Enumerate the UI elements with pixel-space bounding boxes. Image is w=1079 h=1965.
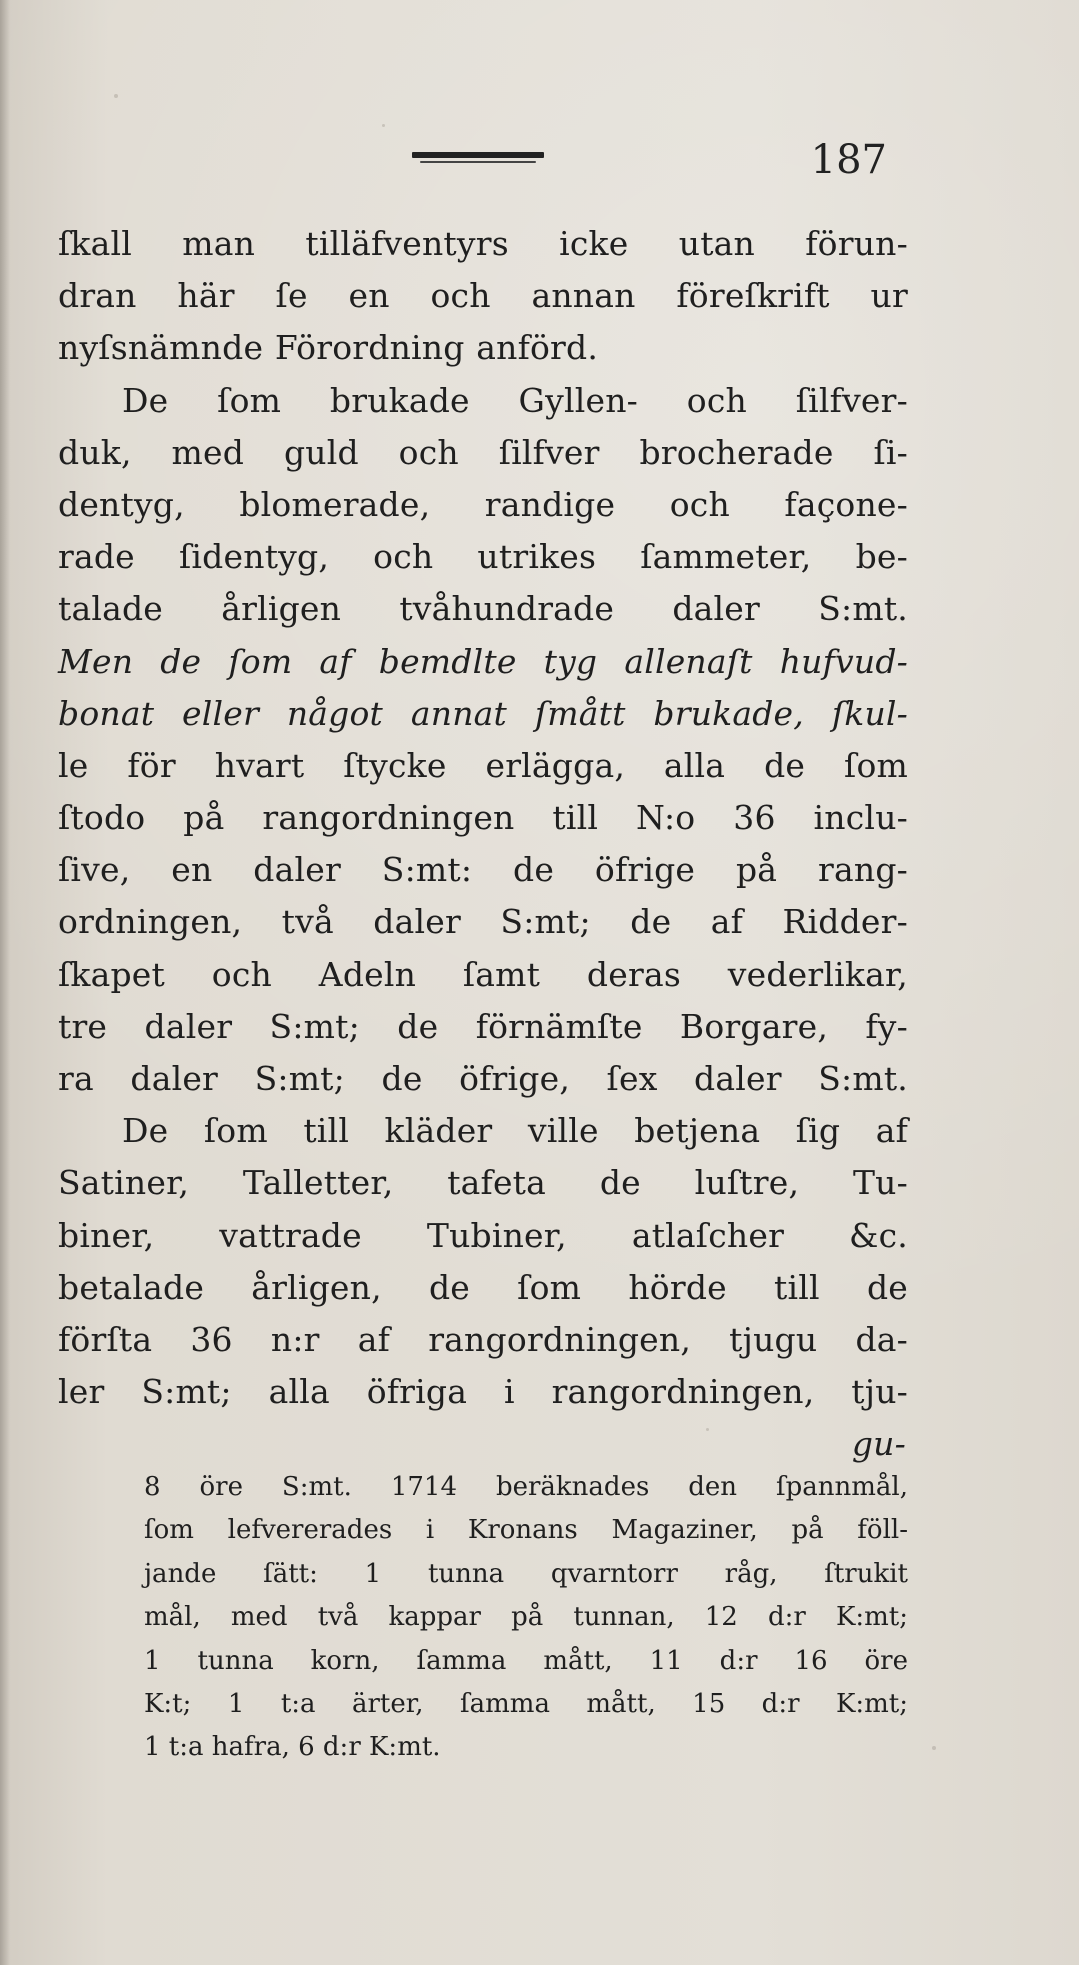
text-line: bonat eller något annat ſmått brukade, ſkul- bbox=[58, 693, 908, 733]
text-line: biner, vattrade Tubiner, atlaſcher &c. bbox=[58, 1215, 908, 1255]
text-line: rade ſidentyg, och utrikes ſammeter, be- bbox=[58, 537, 908, 577]
paper-spot bbox=[382, 124, 385, 127]
text-line: ra daler S:mt; de öfrige, ſex daler S:mt. bbox=[58, 1059, 908, 1098]
catchword: gu- bbox=[851, 1424, 906, 1464]
footnote-line: K:t; 1 t:a ärter, ſamma mått, 15 d:r K:mt; bbox=[144, 1688, 908, 1719]
footnote-line: jande ſätt: 1 tunna qvarntorr råg, ſtrukit bbox=[144, 1558, 908, 1589]
text-line: betalade årligen, de ſom hörde till de bbox=[58, 1267, 908, 1307]
page-header bbox=[0, 137, 1079, 190]
footnote-block bbox=[144, 1466, 908, 1770]
text-line: dentyg, blomerade, randige och façone- bbox=[58, 484, 908, 524]
binding-shadow bbox=[0, 0, 10, 1965]
text-line: ordningen, två daler S:mt; de af Ridder- bbox=[58, 902, 908, 942]
text-line: De ſom brukade Gyllen- och ſilfver- bbox=[122, 380, 908, 420]
paper-spot bbox=[114, 94, 118, 98]
text-line: förſta 36 n:r af rangordningen, tjugu da- bbox=[58, 1319, 908, 1359]
text-line: tre daler S:mt; de förnämſte Borgare, fy- bbox=[58, 1006, 908, 1046]
text-line: dran här ſe en och annan föreſkrift ur bbox=[58, 276, 908, 316]
paper-spot bbox=[932, 1746, 936, 1750]
text-line: ler S:mt; alla öfriga i rangordningen, tju- bbox=[58, 1372, 908, 1412]
footnote-line: 1 t:a hafra, 6 d:r K:mt. bbox=[144, 1732, 441, 1763]
text-line: De ſom till kläder ville betjena ſig af bbox=[122, 1111, 908, 1151]
text-line: le för hvart ſtycke erlägga, alla de ſom bbox=[58, 745, 908, 785]
text-line: Satiner, Talletter, tafeta de luſtre, Tu- bbox=[58, 1163, 908, 1203]
text-line: talade årligen tvåhundrade daler S:mt. bbox=[58, 589, 908, 629]
main-text-block bbox=[58, 218, 908, 1471]
page-number: 187 bbox=[810, 137, 887, 183]
footnote-line: mål, med två kappar på tunnan, 12 d:r K:mt; bbox=[144, 1602, 908, 1633]
text-line: ſtodo på rangordningen till N:o 36 inclu- bbox=[58, 798, 908, 838]
text-line: duk, med guld och ſilfver brocherade ſi- bbox=[58, 432, 908, 472]
header-ornament bbox=[412, 151, 544, 167]
text-line: ſkall man tilläfventyrs icke utan förun- bbox=[58, 224, 908, 263]
text-line: ſkapet och Adeln ſamt deras vederlikar, bbox=[58, 954, 908, 994]
text-line: nyſsnämnde Förordning anförd. bbox=[58, 328, 599, 368]
text-line: ſive, en daler S:mt: de öfrige på rang- bbox=[58, 850, 908, 890]
footnote-line: ſom lefvererades i Kronans Magaziner, på föll- bbox=[144, 1515, 908, 1546]
text-line: Men de ſom af bemdlte tyg allenaſt hufvud- bbox=[58, 641, 908, 681]
footnote-line: 1 tunna korn, ſamma mått, 11 d:r 16 öre bbox=[144, 1645, 908, 1676]
footnote-line: 8 öre S:mt. 1714 beräknades den ſpannmål, bbox=[144, 1472, 908, 1502]
